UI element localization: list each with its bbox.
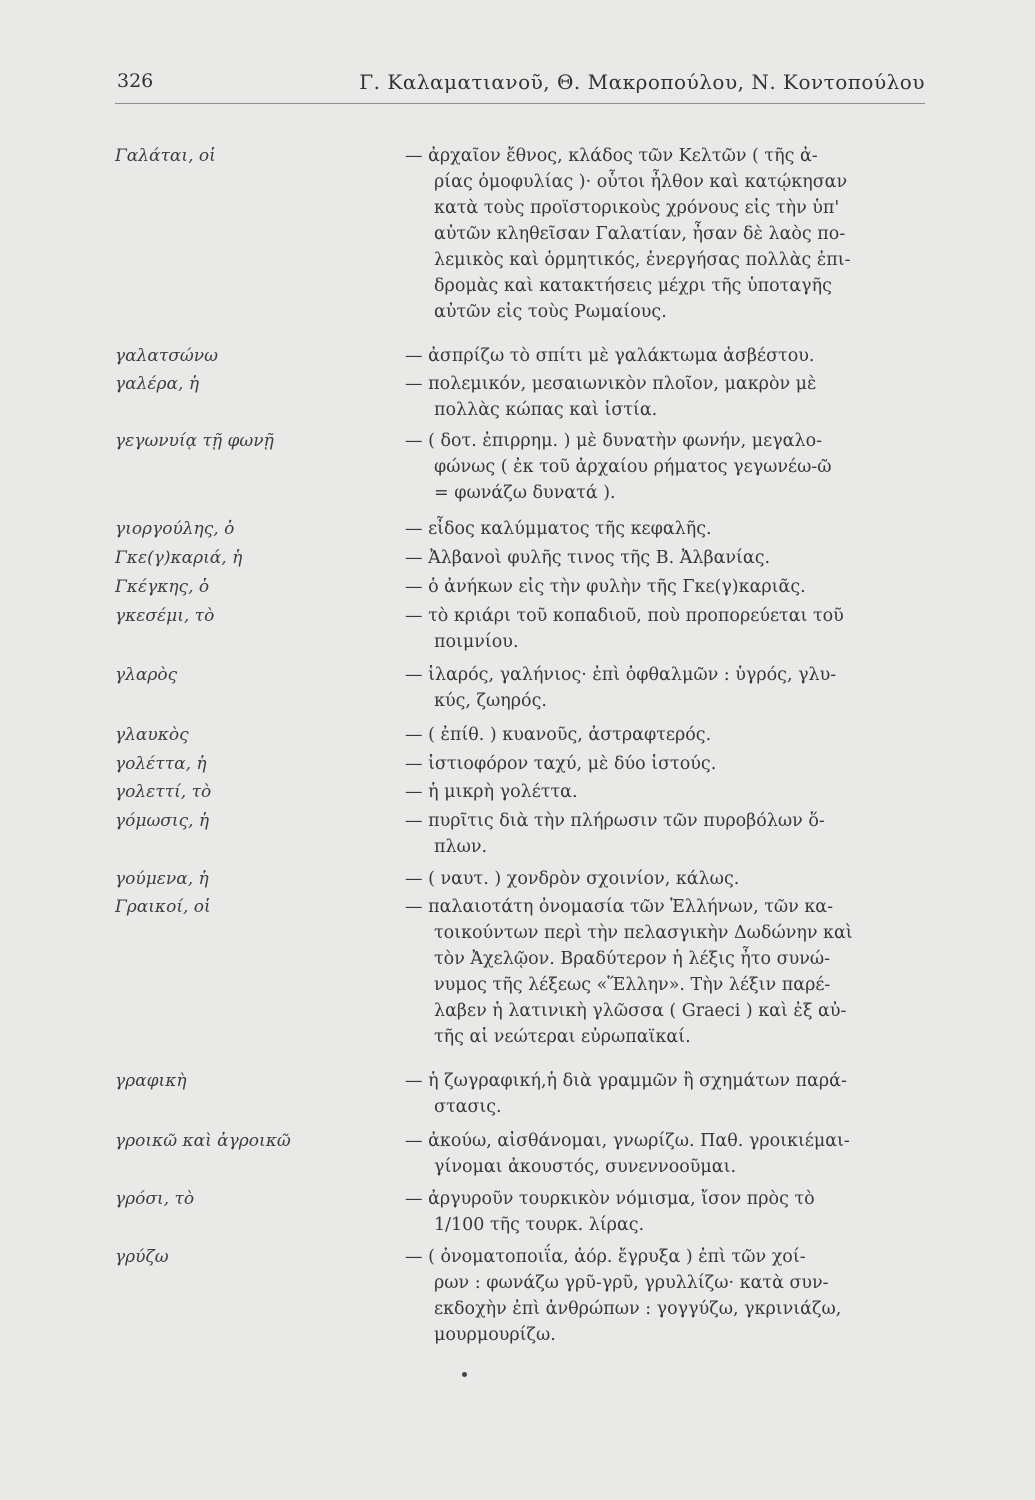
definition [405,545,925,571]
definition-line: 1/100 τῆς τουρκ. λίρας. [434,1215,645,1235]
headword: γκεσέμι, τὸ [115,606,215,626]
definition-line: πλων. [434,837,488,857]
headword: γρύζω [115,1247,169,1267]
headword: γλαρὸς [115,665,178,685]
definition-line: — ( ὀνοματοποιΐα, ἀόρ. ἔγρυξα ) ἐπὶ τῶν χοί- [405,1247,806,1267]
definition-line: — τὸ κριάρι τοῦ κοπαδιοῦ, ποὺ προπορεύεται τοῦ [405,606,844,626]
headword: γαλατσώνω [115,346,218,366]
definition [405,779,925,805]
definition-line: στασις. [434,1097,502,1117]
definition-line: εκδοχὴν ἐπὶ ἀνθρώπων : γογγύζω, γκρινιάζω, [434,1299,842,1319]
definition [405,516,925,542]
headword: Γαλάται, οἱ [115,146,216,166]
definition [405,574,925,600]
running-head: Γ. Καλαματιανοῦ, Θ. Μακροπούλου, Ν. Κοντοπούλου [359,70,925,94]
definition [405,1128,925,1180]
headword: Γραικοί, οἱ [115,897,211,917]
definition [405,866,925,892]
definition-line: λεμικὸς καὶ ὁρμητικός, ἐνεργήσας πολλὰς ἐπι- [434,250,851,270]
headword: γραφικὴ [115,1071,187,1091]
headword: γιοργούλης, ὁ [115,519,235,539]
definition-line: — ἀρχαῖον ἔθνος, κλάδος τῶν Κελτῶν ( τῆς ἀ- [405,146,818,166]
headword: γλαυκὸς [115,725,189,745]
definition-line: — ( δοτ. ἐπιρρημ. ) μὲ δυνατὴν φωνήν, μεγαλο- [405,431,823,451]
definition-line: — ἀργυροῦν τουρκικὸν νόμισμα, ἴσον πρὸς τὸ [405,1189,815,1209]
definition-line: — ( ἐπίθ. ) κυανοῦς, ἀστραφτερός. [405,725,712,745]
definition [405,808,925,860]
headword: γρόσι, τὸ [115,1189,195,1209]
definition-line: — ἡ μικρὴ γολέττα. [405,782,578,802]
definition-line: — εἶδος καλύμματος τῆς κεφαλῆς. [405,519,712,539]
header-rule [115,103,925,104]
definition-line: κύς, ζωηρός. [434,691,547,711]
definition-line: μουρμουρίζω. [434,1325,556,1345]
definition-line: — ἀσπρίζω τὸ σπίτι μὲ γαλάκτωμα ἀσβέστου. [405,346,815,366]
definition-line: νυμος τῆς λέξεως «Ἕλλην». Τὴν λέξιν παρέ- [434,975,831,995]
definition [405,894,925,1050]
definition [405,603,925,655]
definition-line: — ἱλαρός, γαλήνιος· ἐπὶ ὀφθαλμῶν : ὑγρός, γλυ- [405,665,837,685]
definition-line: ποιμνίου. [434,632,519,652]
definition-line: πολλὰς κώπας καὶ ἱστία. [434,400,658,420]
headword: γροικῶ καὶ ἀγροικῶ [115,1131,291,1151]
definition-line: τῆς αἱ νεώτεραι εὐρωπαϊκαί. [434,1027,691,1047]
definition [405,1244,925,1348]
definition-line: ρίας ὁμοφυλίας )· οὗτοι ἦλθον καὶ κατῴκησαν [434,172,848,192]
definition-line: — ἀκούω, αἰσθάνομαι, γνωρίζω. Παθ. γροικιέμαι- [405,1131,850,1151]
headword: γούμενα, ἡ [115,869,209,889]
definition-line: λαβεν ἡ λατινικὴ γλῶσσα ( Graeci ) καὶ ἐξ αὐ- [434,1001,847,1021]
headword: γόμωσις, ἡ [115,811,210,831]
definition-line: αὐτῶν κληθεῖσαν Γαλατίαν, ἦσαν δὲ λαὸς πο- [434,224,846,244]
definition-line: — ἡ ζωγραφική,ἡ διὰ γραμμῶν ἢ σχημάτων παρά- [405,1071,847,1091]
definition-line: — Ἀλβανοὶ φυλῆς τινος τῆς Β. Ἀλβανίας. [405,548,771,568]
definition-line: — πυρῖτις διὰ τὴν πλήρωσιν τῶν πυροβόλων ὅ- [405,811,825,831]
definition [405,343,925,369]
definition [405,662,925,714]
definition-line: — ἱστιοφόρον ταχύ, μὲ δύο ἱστούς. [405,754,717,774]
definition-line: ρων : φωνάζω γρῦ-γρῦ, γρυλλίζω· κατὰ συν- [434,1273,829,1293]
definition-line: — ὁ ἀνήκων εἰς τὴν φυλὴν τῆς Γκε(γ)καριᾶς. [405,577,806,597]
definition-line: αὐτῶν εἰς τοὺς Ρωμαίους. [434,302,667,322]
headword: γεγωνυίᾳ τῇ φωνῇ [115,431,274,451]
definition [405,143,925,325]
headword: γολέττα, ἡ [115,754,207,774]
definition-line: — πολεμικόν, μεσαιωνικὸν πλοῖον, μακρὸν μὲ [405,374,817,394]
headword: Γκε(γ)καριά, ἡ [115,548,243,568]
definition-line: = φωνάζω δυνατά ). [434,483,616,503]
definition-line: τοικούντων περὶ τὴν πελασγικὴν Δωδώνην καὶ [434,923,853,943]
definition [405,428,925,506]
headword: γαλέρα, ἡ [115,374,200,394]
definition [405,751,925,777]
definition-line: δρομὰς καὶ κατακτήσεις μέχρι τῆς ὑποταγῆς [434,276,832,296]
definition-line: — παλαιοτάτη ὀνομασία τῶν Ἑλλήνων, τῶν κα- [405,897,834,917]
definition-line: γίνομαι ἀκουστός, συνεννοοῦμαι. [434,1157,737,1177]
page-number: 326 [117,70,154,92]
definition-line: τὸν Ἀχελῷον. Βραδύτερον ἡ λέξις ἦτο συνώ- [434,949,831,969]
definition-line: φώνως ( ἐκ τοῦ ἀρχαίου ρήματος γεγωνέω-ῶ [434,457,832,477]
definition-line: κατὰ τοὺς προϊστορικοὺς χρόνους εἰς τὴν ὑπ' [434,198,840,218]
headword: Γκέγκης, ὁ [115,577,210,597]
definition [405,722,925,748]
definition [405,371,925,423]
decorative-dot [462,1372,467,1377]
definition-line: — ( ναυτ. ) χονδρὸν σχοινίον, κάλως. [405,869,740,889]
headword: γολεττί, τὸ [115,782,212,802]
definition [405,1186,925,1238]
definition [405,1068,925,1120]
